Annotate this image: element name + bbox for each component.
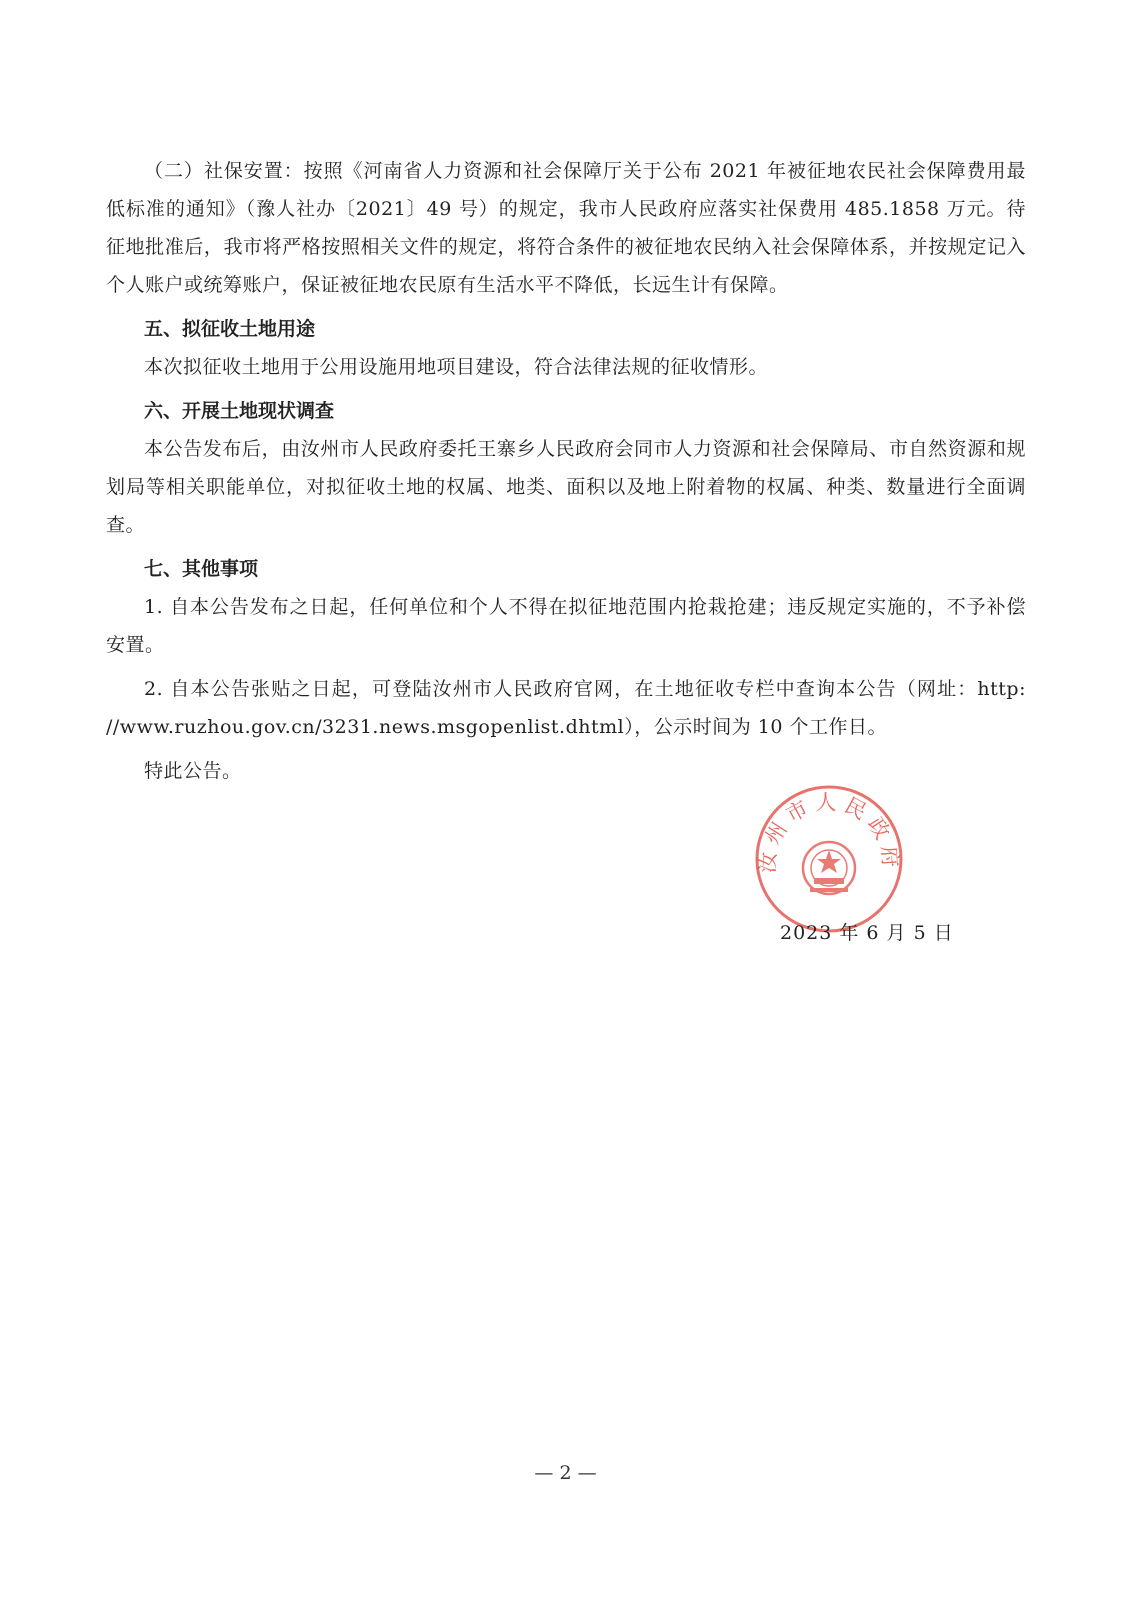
paragraph-social-security: （二）社保安置：按照《河南省人力资源和社会保障厅关于公布 2021 年被征地农民社会保障费用最低标准的通知》（豫人社办〔2021〕49 号）的规定，我市人民政府应落实社保费用 485.1858 万元。待征地批准后，我市将严格按照相关文件的规定，将符合条件的被征地农民纳入社会保障体系，并按规定记入个人账户或统筹账户，保证被征地农民原有生活水平不降低，长远生计有保障。 (106, 160, 1026, 296)
section-heading-survey: 六、开展土地现状调查 (144, 400, 335, 422)
section-heading-other: 七、其他事项 (144, 558, 259, 580)
svg-text:汝州市人民政府: 汝州市人民政府 (755, 790, 903, 874)
closing-line: 特此公告。 (144, 760, 242, 782)
document-body (106, 152, 1026, 790)
section-heading-land-use: 五、拟征收土地用途 (144, 318, 316, 340)
national-emblem-icon (803, 842, 855, 894)
paragraph-other-item-2: 2. 自本公告张贴之日起，可登陆汝州市人民政府官网，在土地征收专栏中查询本公告（网址：http: //www.ruzhou.gov.cn/3231.news.msgopenlist.dhtml），公示时间为 10 个工作日。 (106, 678, 1026, 738)
official-seal (754, 784, 904, 934)
signature-date: 2023 年 6 月 5 日 (780, 922, 954, 944)
paragraph-survey: 本公告发布后，由汝州市人民政府委托王寨乡人民政府会同市人力资源和社会保障局、市自然资源和规划局等相关职能单位，对拟征收土地的权属、地类、面积以及地上附着物的权属、种类、数量进行全面调查。 (106, 438, 1026, 536)
page-number: — 2 — (534, 1462, 597, 1484)
paragraph-land-use: 本次拟征收土地用于公用设施用地项目建设，符合法律法规的征收情形。 (144, 356, 769, 378)
paragraph-other-item-1: 1. 自本公告发布之日起，任何单位和个人不得在拟征地范围内抢栽抢建；违反规定实施的，不予补偿安置。 (106, 596, 1026, 656)
